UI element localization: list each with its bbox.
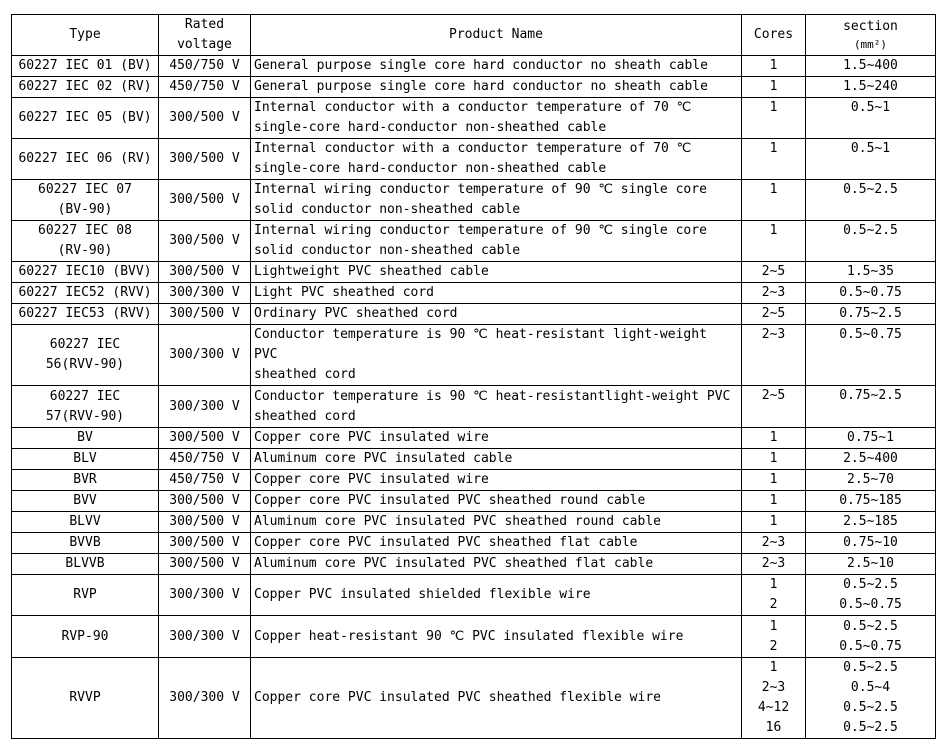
cell-product-line: sheathed cord — [254, 367, 356, 382]
cell-type-line: 60227 IEC52 (RVV) — [18, 285, 152, 300]
header-product-name: Product Name — [251, 15, 742, 56]
cell-cores-line: 16 — [765, 720, 782, 735]
cell-section-line: 0.5~0.75 — [839, 638, 902, 654]
table-row — [12, 77, 936, 98]
table-row — [12, 428, 936, 449]
cell-product-line: Internal conductor with a conductor temperature of 70 ℃ — [254, 141, 692, 156]
table-row — [12, 575, 936, 616]
cell-cores — [742, 77, 806, 98]
cell-product — [251, 180, 742, 221]
table-row — [12, 512, 936, 533]
cell-section-line: 0.75~10 — [843, 535, 898, 550]
cell-product-line: Aluminum core PVC insulated cable — [254, 451, 513, 466]
cell-type-line: 60227 IEC 05 (BV) — [18, 110, 152, 125]
cell-voltage: 300/500 V — [159, 139, 251, 180]
cell-section — [806, 221, 936, 262]
cell-type — [12, 575, 159, 616]
cell-cores — [742, 98, 806, 139]
cell-cores — [742, 533, 806, 554]
table-row — [12, 262, 936, 283]
cell-cores — [742, 325, 806, 386]
cell-section-line: 0.5~0.75 — [839, 597, 902, 612]
cell-type-line: RVVP — [69, 690, 101, 705]
cell-cores-line: 4~12 — [757, 700, 790, 715]
cell-type-line: (BV-90) — [57, 202, 113, 217]
cell-type-line: BLVVB — [65, 556, 105, 571]
cell-cores-line: 2~5 — [761, 388, 786, 403]
cell-product-line: General purpose single core hard conductor no sheath cable — [254, 79, 708, 94]
cell-type — [12, 616, 159, 658]
cell-product — [251, 533, 742, 554]
cell-voltage: 300/300 V — [159, 325, 251, 386]
cell-section — [806, 56, 936, 77]
cell-product — [251, 658, 742, 739]
cell-product-line: sheathed cord — [254, 408, 356, 424]
cell-type — [12, 283, 159, 304]
cell-section-line: 1.5~35 — [847, 264, 894, 279]
cell-section — [806, 533, 936, 554]
cell-type — [12, 533, 159, 554]
cell-section — [806, 575, 936, 616]
cell-cores-line: 1 — [769, 618, 778, 634]
cell-voltage: 450/750 V — [159, 470, 251, 491]
cell-product-line: Copper heat-resistant 90 ℃ PVC insulated flexible wire — [254, 628, 684, 644]
cell-product — [251, 428, 742, 449]
cell-type — [12, 139, 159, 180]
cell-section — [806, 98, 936, 139]
cell-section-line: 0.75~1 — [847, 430, 894, 445]
cell-type-line: BVVB — [69, 535, 101, 550]
cell-section-line: 0.5~2.5 — [843, 182, 898, 197]
cell-voltage: 300/300 V — [159, 658, 251, 739]
cell-cores-line: 1 — [769, 223, 778, 238]
cell-section — [806, 449, 936, 470]
cell-product-line: General purpose single core hard conductor no sheath cable — [254, 58, 708, 73]
cell-cores-line: 1 — [769, 182, 778, 197]
cell-product — [251, 616, 742, 658]
table-row — [12, 386, 936, 428]
cell-voltage: 300/300 V — [159, 616, 251, 658]
cell-product-line: Ordinary PVC sheathed cord — [254, 306, 458, 321]
cell-section-line: 0.75~185 — [839, 493, 902, 508]
cell-cores-line: 1 — [769, 451, 778, 466]
cell-type-line: 60227 IEC 02 (RV) — [18, 79, 152, 94]
cell-cores-line: 2~5 — [761, 264, 786, 279]
cell-cores — [742, 470, 806, 491]
cell-section — [806, 428, 936, 449]
cell-product — [251, 56, 742, 77]
cell-voltage: 300/300 V — [159, 575, 251, 616]
cell-section-line: 2.5~185 — [843, 514, 898, 529]
cell-type-line: BLV — [73, 451, 97, 466]
cell-cores — [742, 386, 806, 428]
cell-cores-line: 2~3 — [761, 327, 786, 342]
table-body — [12, 56, 936, 739]
cell-voltage: 300/500 V — [159, 98, 251, 139]
table-row — [12, 139, 936, 180]
cell-voltage: 300/500 V — [159, 221, 251, 262]
cell-voltage: 300/500 V — [159, 512, 251, 533]
cell-product — [251, 575, 742, 616]
cell-type — [12, 512, 159, 533]
table-row — [12, 56, 936, 77]
cell-section — [806, 616, 936, 658]
cell-type-line: (RV-90) — [57, 243, 113, 258]
cell-product — [251, 77, 742, 98]
table-row — [12, 449, 936, 470]
cell-type-line: 60227 IEC — [49, 337, 121, 352]
table-row — [12, 658, 936, 739]
cell-cores — [742, 449, 806, 470]
cell-product — [251, 283, 742, 304]
table-row — [12, 491, 936, 512]
cell-section-line: 1.5~400 — [843, 58, 898, 73]
cable-spec-table-container — [11, 14, 936, 739]
cell-cores — [742, 658, 806, 739]
cell-type-line: BVR — [73, 472, 97, 487]
cell-type — [12, 325, 159, 386]
cell-section-line: 0.75~2.5 — [839, 306, 902, 321]
table-row — [12, 616, 936, 658]
cell-section — [806, 554, 936, 575]
cell-section-line: 1.5~240 — [843, 79, 898, 94]
cell-product-line: Light PVC sheathed cord — [254, 285, 435, 300]
cell-product — [251, 262, 742, 283]
cell-type — [12, 428, 159, 449]
cell-voltage: 300/300 V — [159, 386, 251, 428]
cell-section-line: 0.75~2.5 — [839, 388, 902, 403]
cell-type — [12, 386, 159, 428]
cell-type — [12, 304, 159, 325]
cell-section-line: 0.5~0.75 — [839, 327, 902, 342]
cell-voltage: 300/500 V — [159, 554, 251, 575]
cell-voltage: 300/300 V — [159, 283, 251, 304]
cell-section — [806, 658, 936, 739]
cell-cores-line: 2~5 — [761, 306, 786, 321]
cell-section-line: 2.5~70 — [847, 472, 894, 487]
cell-product-line: Internal wiring conductor temperature of 90 ℃ single core — [254, 223, 707, 238]
cell-cores — [742, 616, 806, 658]
header-row — [12, 15, 936, 56]
cell-section — [806, 491, 936, 512]
cell-cores — [742, 56, 806, 77]
cell-section — [806, 386, 936, 428]
header-section: section (mm²) — [806, 15, 936, 56]
cell-product-line: Conductor temperature is 90 ℃ heat-resistantlight-weight PVC — [254, 388, 731, 404]
cell-product-line: Conductor temperature is 90 ℃ heat-resistant light-weight PVC — [254, 327, 707, 362]
cell-type-line: 60227 IEC 01 (BV) — [18, 58, 152, 73]
cell-section — [806, 262, 936, 283]
cell-product-line: Copper core PVC insulated PVC sheathed flexible wire — [254, 690, 661, 705]
cell-type — [12, 56, 159, 77]
cell-cores-line: 2~3 — [761, 535, 786, 550]
cell-section — [806, 77, 936, 98]
cell-type-line: 57(RVV-90) — [45, 408, 125, 424]
cell-product — [251, 449, 742, 470]
cell-product-line: Copper core PVC insulated PVC sheathed flat cable — [254, 535, 638, 550]
cell-cores-line: 1 — [769, 577, 778, 592]
cell-product-line: Aluminum core PVC insulated PVC sheathed round cable — [254, 514, 661, 529]
cell-type-line: BVV — [73, 493, 97, 508]
cell-voltage: 300/500 V — [159, 304, 251, 325]
cell-product-line: solid conductor non-sheathed cable — [254, 202, 521, 217]
cell-type — [12, 262, 159, 283]
cell-product-line: single-core hard-conductor non-sheathed cable — [254, 120, 607, 135]
cell-cores-line: 1 — [769, 660, 778, 675]
cell-cores — [742, 554, 806, 575]
cell-type — [12, 77, 159, 98]
cell-type-line: RVP-90 — [61, 628, 109, 644]
cell-voltage: 300/500 V — [159, 262, 251, 283]
cell-section-line: 0.5~2.5 — [843, 223, 898, 238]
table-row — [12, 180, 936, 221]
cell-section — [806, 180, 936, 221]
cell-cores-line: 1 — [769, 141, 778, 156]
cell-type — [12, 449, 159, 470]
cell-product-line: Internal conductor with a conductor temperature of 70 ℃ — [254, 100, 692, 115]
cell-cores-line: 2 — [769, 597, 778, 612]
cell-cores — [742, 428, 806, 449]
cell-cores-line: 1 — [769, 514, 778, 529]
cell-cores-line: 2~3 — [761, 680, 786, 695]
cell-product-line: Copper core PVC insulated wire — [254, 472, 489, 487]
cell-cores — [742, 221, 806, 262]
cell-type-line: RVP — [73, 587, 97, 602]
cell-cores-line: 2~3 — [761, 556, 786, 571]
cell-section — [806, 139, 936, 180]
header-type: Type — [12, 15, 159, 56]
cell-section-line: 0.5~2.5 — [843, 577, 898, 592]
cell-section-line: 0.5~2.5 — [843, 700, 898, 715]
cell-product — [251, 325, 742, 386]
cell-product-line: Aluminum core PVC insulated PVC sheathed flat cable — [254, 556, 654, 571]
table-row — [12, 221, 936, 262]
cell-cores-line: 1 — [769, 58, 778, 73]
table-row — [12, 304, 936, 325]
cell-type-line: BLVV — [69, 514, 101, 529]
table-row — [12, 533, 936, 554]
cell-product — [251, 512, 742, 533]
cell-section — [806, 283, 936, 304]
cell-product — [251, 221, 742, 262]
cell-product-line: Lightweight PVC sheathed cable — [254, 264, 489, 279]
table-row — [12, 283, 936, 304]
cell-section-line: 0.5~1 — [850, 100, 891, 115]
cell-section-line: 2.5~400 — [843, 451, 898, 466]
cell-section-line: 0.5~2.5 — [843, 660, 898, 675]
cell-cores — [742, 575, 806, 616]
cell-type-line: 60227 IEC10 (BVV) — [18, 264, 152, 279]
cell-cores-line: 1 — [769, 100, 778, 115]
cell-type — [12, 98, 159, 139]
cell-type-line: 60227 IEC — [49, 388, 121, 404]
cell-product — [251, 98, 742, 139]
cell-product-line: Copper PVC insulated shielded flexible wire — [254, 587, 591, 602]
cell-cores — [742, 304, 806, 325]
cell-section-line: 0.5~2.5 — [843, 720, 898, 735]
cell-cores-line: 2 — [769, 638, 778, 654]
cell-product-line: single-core hard-conductor non-sheathed cable — [254, 161, 607, 176]
cell-cores — [742, 139, 806, 180]
cell-voltage: 450/750 V — [159, 449, 251, 470]
cell-section-line: 0.5~4 — [850, 680, 891, 695]
cell-product-line: Internal wiring conductor temperature of 90 ℃ single core — [254, 182, 707, 197]
cell-product — [251, 470, 742, 491]
cell-type-line: 56(RVV-90) — [45, 357, 125, 372]
cell-product-line: solid conductor non-sheathed cable — [254, 243, 521, 258]
cell-cores — [742, 262, 806, 283]
cell-cores-line: 1 — [769, 493, 778, 508]
cell-product — [251, 491, 742, 512]
cell-cores — [742, 491, 806, 512]
cell-product — [251, 554, 742, 575]
cell-voltage: 300/500 V — [159, 428, 251, 449]
cell-section-line: 0.5~2.5 — [843, 618, 898, 634]
header-rated-voltage: Rated voltage — [159, 15, 251, 56]
cell-cores — [742, 180, 806, 221]
cell-section-line: 0.5~1 — [850, 141, 891, 156]
cell-cores — [742, 283, 806, 304]
cell-product-line: Copper core PVC insulated wire — [254, 430, 489, 445]
cell-type — [12, 491, 159, 512]
cell-product — [251, 386, 742, 428]
cell-type-line: 60227 IEC 08 — [38, 223, 132, 238]
cell-type — [12, 554, 159, 575]
cell-type-line: 60227 IEC53 (RVV) — [18, 306, 152, 321]
cell-cores-line: 2~3 — [761, 285, 786, 300]
table-row — [12, 98, 936, 139]
cell-type — [12, 180, 159, 221]
cell-type — [12, 221, 159, 262]
cell-voltage: 300/500 V — [159, 533, 251, 554]
table-row — [12, 325, 936, 386]
table-row — [12, 554, 936, 575]
cell-product — [251, 139, 742, 180]
cell-cores-line: 1 — [769, 79, 778, 94]
cell-section — [806, 470, 936, 491]
cell-section-line: 0.5~0.75 — [839, 285, 902, 300]
cell-product — [251, 304, 742, 325]
cell-voltage: 450/750 V — [159, 77, 251, 98]
cable-spec-table — [11, 14, 936, 739]
cell-type — [12, 470, 159, 491]
cell-type-line: 60227 IEC 07 — [38, 182, 132, 197]
cell-voltage: 300/500 V — [159, 180, 251, 221]
table-row — [12, 470, 936, 491]
cell-section — [806, 304, 936, 325]
cell-type — [12, 658, 159, 739]
cell-section-line: 2.5~10 — [847, 556, 894, 571]
cell-cores — [742, 512, 806, 533]
cell-voltage: 450/750 V — [159, 56, 251, 77]
cell-section — [806, 325, 936, 386]
cell-cores-line: 1 — [769, 430, 778, 445]
cell-voltage: 300/500 V — [159, 491, 251, 512]
header-cores: Cores — [742, 15, 806, 56]
cell-type-line: BV — [77, 430, 93, 445]
cell-type-line: 60227 IEC 06 (RV) — [18, 151, 152, 166]
cell-cores-line: 1 — [769, 472, 778, 487]
cell-product-line: Copper core PVC insulated PVC sheathed round cable — [254, 493, 646, 508]
cell-section — [806, 512, 936, 533]
